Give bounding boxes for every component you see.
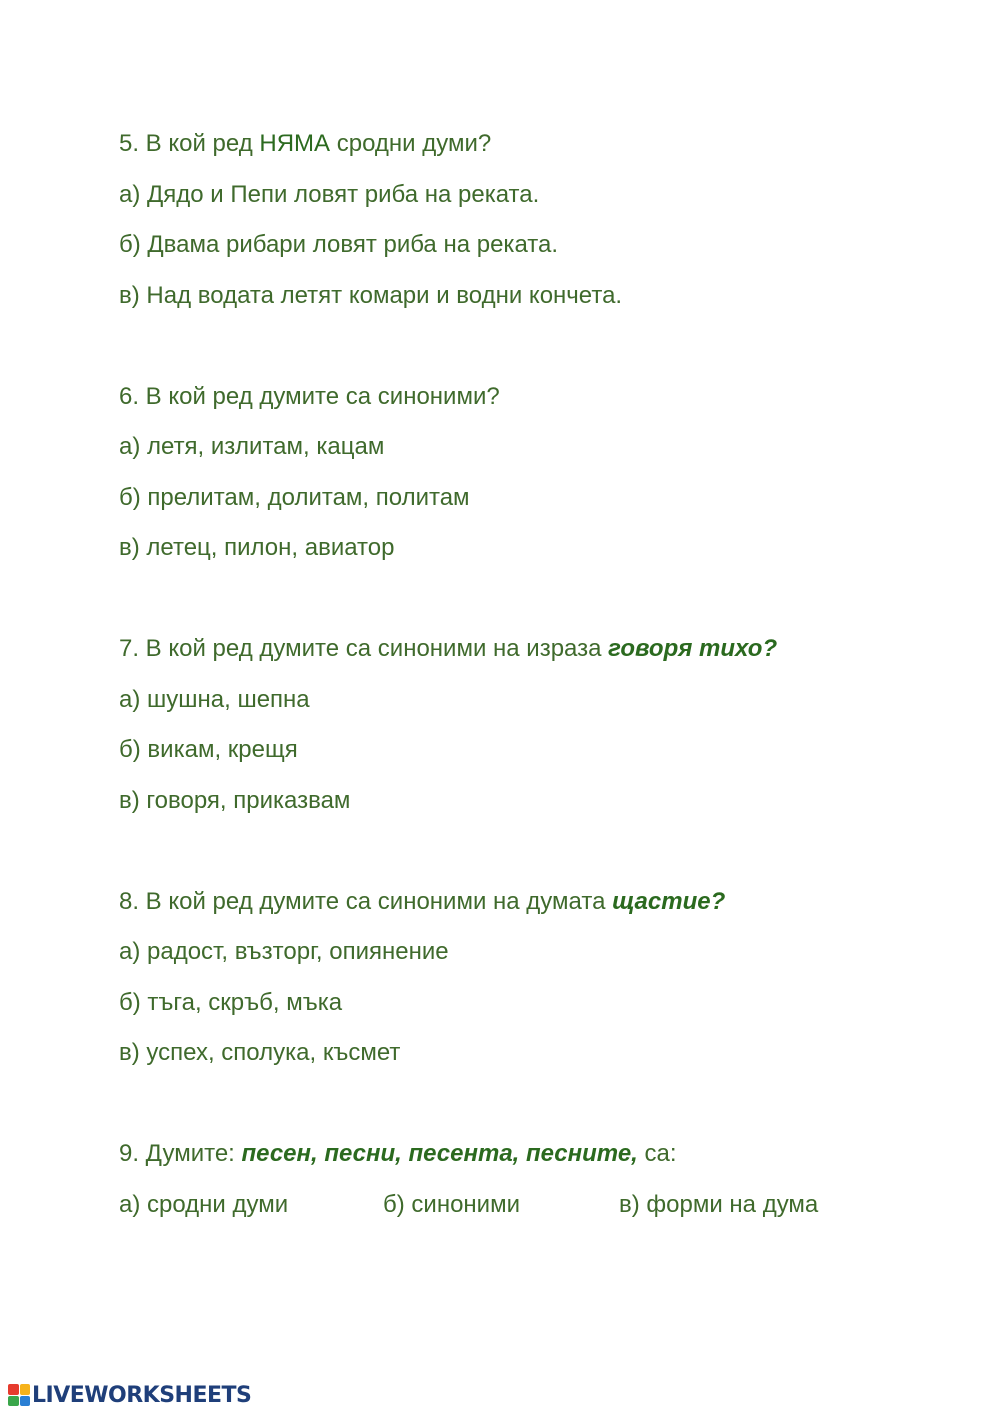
question-6-option-a[interactable]: а) летя, излитам, кацам <box>119 433 385 460</box>
question-8-option-b[interactable]: б) тъга, скръб, мъка <box>119 989 343 1016</box>
question-8-prompt: 8. В кой ред думите са синоними на думата щастие? <box>119 888 726 915</box>
emphasis-text: говоря тихо? <box>608 635 778 662</box>
question-6-prompt: 6. В кой ред думите са синоними? <box>119 383 500 410</box>
question-8-option-a[interactable]: а) радост, възторг, опиянение <box>119 938 449 965</box>
question-5-option-a[interactable]: а) Дядо и Пепи ловят риба на реката. <box>119 181 540 208</box>
emphasis-text: песен, песни, песента, песните, <box>241 1140 638 1167</box>
logo-text: LIVEWORKSHEETS <box>32 1382 252 1408</box>
logo-square-blue <box>20 1396 31 1407</box>
emphasis-text: НЯМА <box>259 130 331 157</box>
logo-icon <box>8 1384 30 1406</box>
logo-square-red <box>8 1384 19 1395</box>
question-5-prompt: 5. В кой ред НЯМА сродни думи? <box>119 130 492 157</box>
question-6-option-c[interactable]: в) летец, пилон, авиатор <box>119 534 395 561</box>
question-7-option-b[interactable]: б) викам, крещя <box>119 736 298 763</box>
question-9-prompt: 9. Думите: песен, песни, песента, песните, са: <box>119 1140 677 1167</box>
question-8-option-c[interactable]: в) успех, сполука, късмет <box>119 1039 401 1066</box>
question-5-option-b[interactable]: б) Двама рибари ловят риба на реката. <box>119 231 558 258</box>
question-9-option-b[interactable]: б) синоними <box>383 1191 520 1218</box>
question-5-option-c[interactable]: в) Над водата летят комари и водни кончета. <box>119 282 623 309</box>
liveworksheets-logo <box>8 1382 251 1408</box>
logo-square-yellow <box>20 1384 31 1395</box>
question-6-option-b[interactable]: б) прелитам, долитам, политам <box>119 484 470 511</box>
question-9-option-c[interactable]: в) форми на дума <box>619 1191 819 1218</box>
question-7-prompt: 7. В кой ред думите са синоними на израза говоря тихо? <box>119 635 778 662</box>
question-7-option-a[interactable]: а) шушна, шепна <box>119 686 310 713</box>
logo-square-green <box>8 1396 19 1407</box>
emphasis-text: щастие? <box>612 888 726 915</box>
question-7-option-c[interactable]: в) говоря, приказвам <box>119 787 351 814</box>
question-9-option-a[interactable]: а) сродни думи <box>119 1191 289 1218</box>
